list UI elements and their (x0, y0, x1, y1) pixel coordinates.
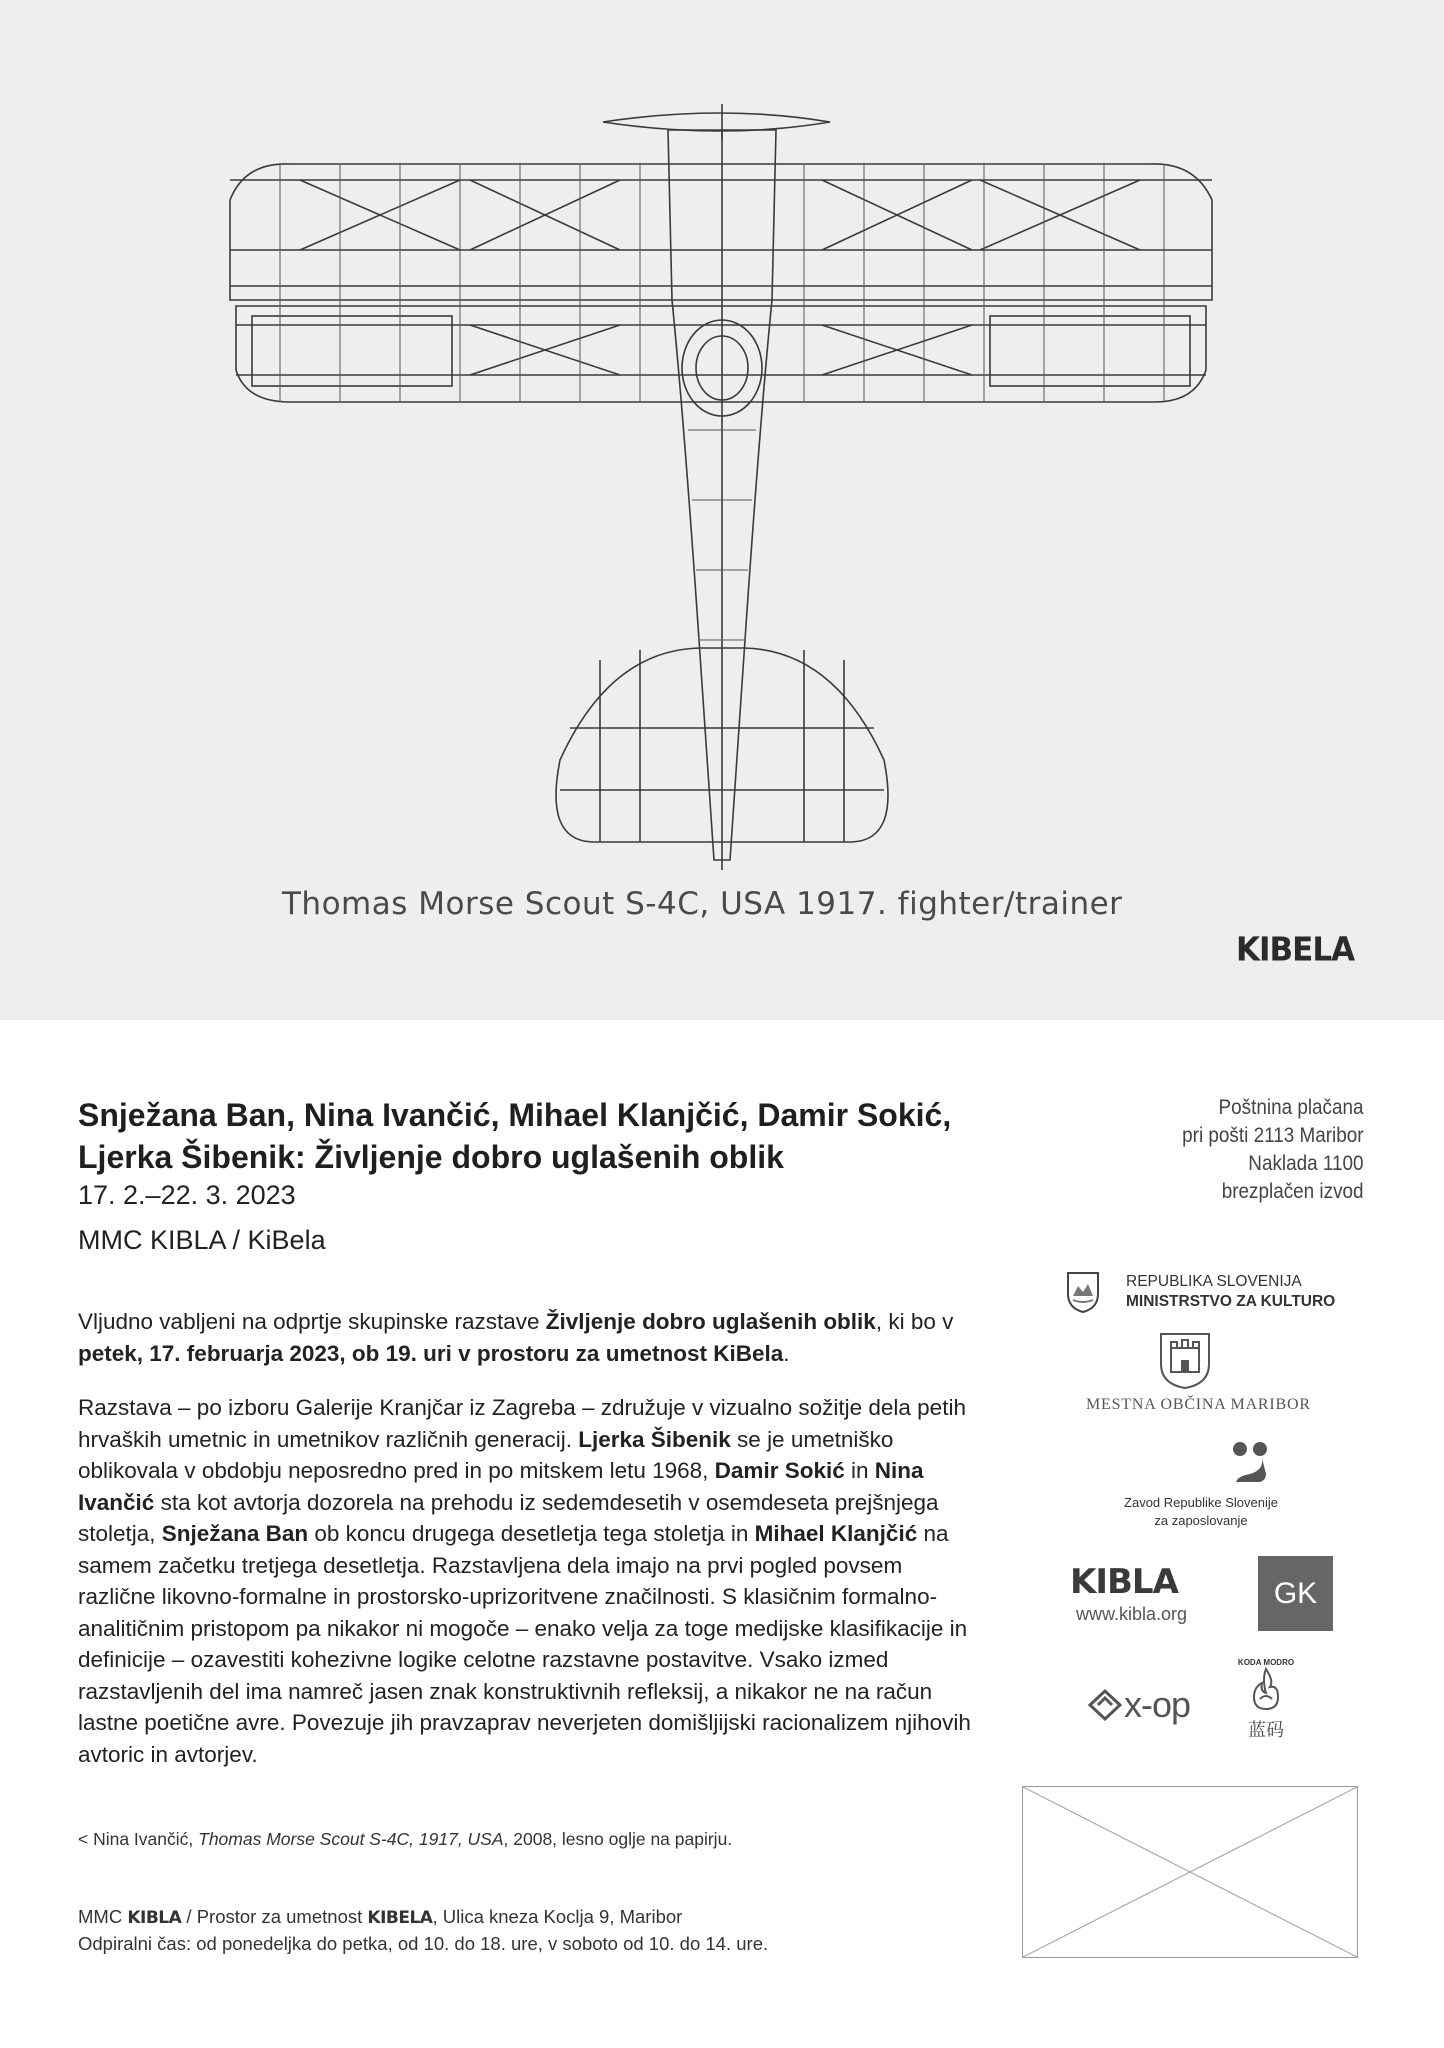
exhibition-dates: 17. 2.–22. 3. 2023 (78, 1180, 296, 1210)
artwork-credit (78, 1829, 732, 1850)
kibla-wordmark: KIBLA (127, 1908, 182, 1928)
text-run: in (844, 1458, 875, 1483)
exhibition-title: Snježana Ban, Nina Ivančić, Mihael Klanjčić, Damir Sokić, Ljerka Šibenik: Življenje dobro uglašenih oblik (78, 1097, 952, 1175)
artwork-caption: Thomas Morse Scout S-4C, USA 1917. fighter/trainer (282, 886, 1123, 922)
artist-name: Mihael Klanjčić (754, 1521, 918, 1546)
text-run: MMC (78, 1906, 128, 1927)
postage-line: Naklada 1100 (1248, 1152, 1364, 1175)
zrs-line: za zaposlovanje (1154, 1513, 1248, 1528)
artist-name: Damir Sokić (714, 1458, 845, 1483)
zrs-logo-icon (1230, 1440, 1270, 1484)
koda-chinese-text: 蓝码 (1248, 1720, 1284, 1740)
text-run: Razstava – po izboru Galerije Kranjčar iz Zagreba – združuje v vizualno sožitje dela petih hrvaških umetnic in umetnikov različnih generacij. (78, 1395, 966, 1452)
text-run: . (783, 1340, 790, 1366)
text-run: na samem začetku tretjega desetletja. Razstavljena dela imajo na prvi pogled povsem različne likovno-formalne in prostorsko-uprizoritvene značilnosti. S klasičnim formalno-analitičnim pristopom pa nikakor ni mogoče – enako velja za toge medijske klasifikacije in definicije – ozavestiti kohezivne logike celotne razstavne postavitve. Vsako izmed razstavljenih del ima namreč jasen znak konstruktivnih refleksij, a nikakor ne na račun lastne poetične avre. Povezuje jih pravzaprav neverjeten domišljijski racionalizem njihovih avtoric in avtorjev. (78, 1521, 971, 1767)
artwork-title: Thomas Morse Scout S-4C, 1917, USA (198, 1829, 504, 1849)
exhibition-venue: MMC KIBLA / KiBela (78, 1225, 326, 1255)
artwork-photo (0, 0, 1444, 1020)
ministry-logo-text (1126, 1272, 1335, 1312)
text-run: se je umetniško oblikovala v obdobju neposredno pred in po mitskem letu 1968, (78, 1426, 894, 1483)
xop-mark-icon (1086, 1688, 1124, 1722)
address-stamp-box (1022, 1786, 1358, 1958)
postage-line: brezplačen izvod (1222, 1180, 1364, 1203)
artist-name: Nina Ivančić (78, 1458, 924, 1515)
invitation-paragraph (78, 1306, 978, 1369)
ministry-line: MINISTRSTVO ZA KULTURO (1126, 1293, 1336, 1310)
kibla-logo: KIBLA (1070, 1562, 1178, 1602)
description-paragraph (78, 1392, 978, 1770)
xop-wordmark: x-op (1124, 1684, 1191, 1725)
text-run: sta kot avtorja dozorela na prehodu iz sedemdesetih v osemdeseta prejšnjega stoletja, (78, 1489, 939, 1546)
flame-icon (1246, 1667, 1286, 1711)
kibela-wordmark: KIBELA (367, 1908, 433, 1928)
koda-modro-logo (1236, 1658, 1296, 1742)
opening-hours: Odpiralni čas: od ponedeljka do petka, od 10. do 18. ure, v soboto od 10. do 14. ure. (78, 1933, 769, 1954)
address-text: , Ulica kneza Koclja 9, Maribor (432, 1906, 683, 1927)
postage-line: pri pošti 2113 Maribor (1182, 1124, 1364, 1147)
text-run: / Prostor za umetnost (181, 1906, 368, 1927)
kibela-logo: KIBELA (1236, 931, 1355, 969)
text-run: < Nina Ivančić, (78, 1829, 199, 1849)
text-run: , ki bo v (875, 1309, 954, 1334)
text-run: , 2008, lesno oglje na papirju. (503, 1829, 733, 1849)
maribor-logo-text: MESTNA OBČINA MARIBOR (1086, 1396, 1311, 1413)
koda-wordmark: KODA MODRO (1237, 1658, 1295, 1667)
zrs-line: Zavod Republike Slovenije (1124, 1495, 1278, 1510)
zrs-logo-text (1116, 1494, 1286, 1530)
text-run-bold: Življenje dobro uglašenih oblik (545, 1309, 876, 1334)
text-run: ob koncu drugega desetletja tega stoletja in (308, 1521, 755, 1546)
artist-name: Snježana Ban (161, 1521, 309, 1546)
text-run-bold: petek, 17. februarja 2023, ob 19. uri v prostoru za umetnost KiBela (78, 1340, 784, 1366)
text-run: Vljudno vabljeni na odprtje skupinske razstave (78, 1309, 546, 1334)
ministry-line: REPUBLIKA SLOVENIJA (1126, 1273, 1302, 1290)
kibla-url: www.kibla.org (1076, 1604, 1188, 1624)
footer-address (78, 1904, 768, 1956)
postage-line: Poštnina plačana (1218, 1096, 1364, 1119)
gk-logo: GK (1258, 1556, 1333, 1631)
maribor-crest-icon (1157, 1330, 1213, 1390)
slovenia-crest-icon (1065, 1270, 1101, 1314)
artist-name: Ljerka Šibenik (578, 1426, 731, 1452)
xop-logo (1086, 1684, 1190, 1726)
biplane-drawing (0, 0, 1444, 1020)
postage-info (1162, 1094, 1364, 1206)
